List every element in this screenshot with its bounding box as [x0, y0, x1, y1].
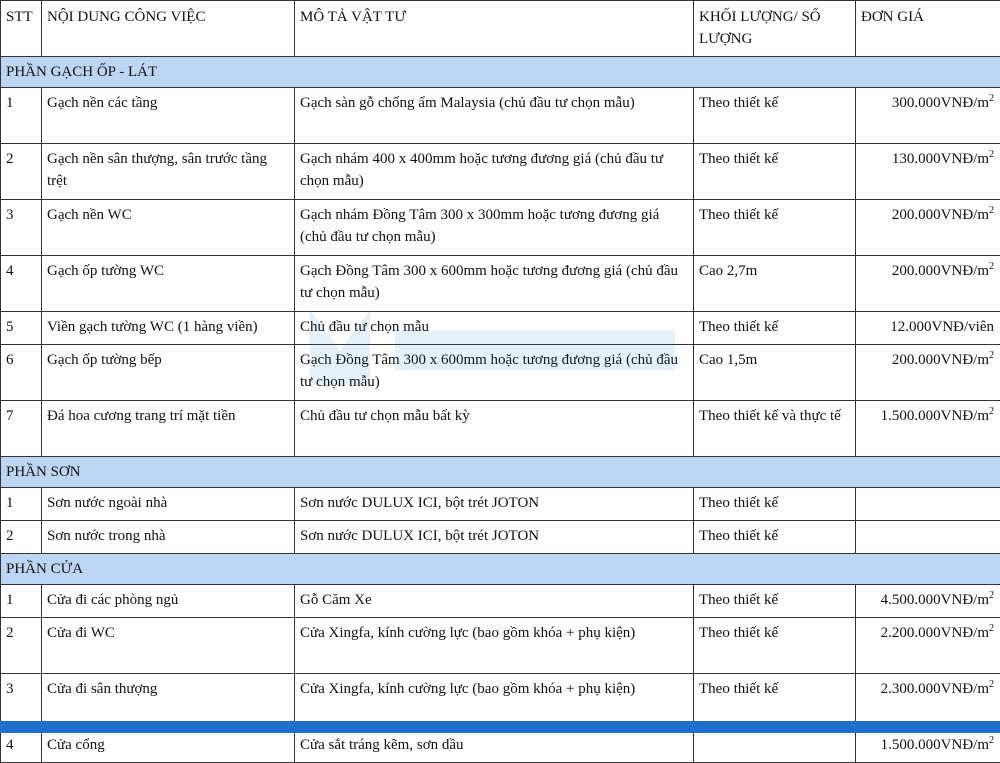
- cell-quantity: Theo thiết kế và thực tế: [694, 401, 856, 457]
- price-unit-exponent: 2: [989, 261, 994, 272]
- cell-task: Cửa cổng: [42, 730, 295, 763]
- cell-task: Viền gạch tường WC (1 hàng viền): [42, 312, 295, 345]
- table-row: [1, 256, 1000, 312]
- cell-price: [856, 200, 1000, 256]
- section-row: [1, 457, 1000, 488]
- price-value: 300.000VNĐ/m: [892, 95, 989, 111]
- table-row: [1, 730, 1000, 763]
- footer-bar: [0, 721, 1000, 733]
- cell-task: Gạch nền các tầng: [42, 88, 295, 144]
- section-row: [1, 57, 1000, 88]
- header-stt: STT: [1, 1, 42, 57]
- table-row: [1, 200, 1000, 256]
- cell-quantity: Theo thiết kế: [694, 144, 856, 200]
- cell-material: Cửa Xingfa, kính cường lực (bao gồm khóa + phụ kiện): [295, 618, 694, 674]
- cell-stt: 1: [1, 488, 42, 521]
- price-unit-exponent: 2: [989, 205, 994, 216]
- cell-quantity: [694, 730, 856, 763]
- cell-stt: 1: [1, 585, 42, 618]
- header-quantity: KHỐI LƯỢNG/ SỐ LƯỢNG: [694, 1, 856, 57]
- cell-material: Cửa Xingfa, kính cường lực (bao gồm khóa + phụ kiện): [295, 674, 694, 730]
- price-unit-exponent: 2: [989, 590, 994, 601]
- cell-material: Gạch nhám Đồng Tâm 300 x 300mm hoặc tương đương giá (chủ đầu tư chọn mẫu): [295, 200, 694, 256]
- table-row: [1, 88, 1000, 144]
- price-value: 2.200.000VNĐ/m: [881, 625, 989, 641]
- table-row: [1, 585, 1000, 618]
- cell-material: Sơn nước DULUX ICI, bột trét JOTON: [295, 488, 694, 521]
- header-task: NỘI DUNG CÔNG VIỆC: [42, 1, 295, 57]
- table-row: [1, 401, 1000, 457]
- cell-task: Sơn nước ngoài nhà: [42, 488, 295, 521]
- price-unit-exponent: 2: [989, 93, 994, 104]
- price-value: 200.000VNĐ/m: [892, 207, 989, 223]
- cell-price: [856, 521, 1000, 554]
- table-row: [1, 521, 1000, 554]
- price-unit-exponent: 2: [989, 406, 994, 417]
- cell-task: Gạch ốp tường WC: [42, 256, 295, 312]
- cell-stt: 4: [1, 730, 42, 763]
- section-title: PHẦN GẠCH ỐP - LÁT: [1, 57, 1000, 88]
- table-row: [1, 618, 1000, 674]
- cell-quantity: Cao 1,5m: [694, 345, 856, 401]
- cell-price: [856, 488, 1000, 521]
- cell-quantity: Cao 2,7m: [694, 256, 856, 312]
- cell-quantity: Theo thiết kế: [694, 488, 856, 521]
- cell-quantity: Theo thiết kế: [694, 618, 856, 674]
- cell-price: [856, 88, 1000, 144]
- price-value: 130.000VNĐ/m: [892, 151, 989, 167]
- table-body: [1, 57, 1000, 763]
- cell-price: [856, 144, 1000, 200]
- cell-stt: 2: [1, 618, 42, 674]
- cell-stt: 4: [1, 256, 42, 312]
- price-unit-exponent: 2: [989, 735, 994, 746]
- cell-price: [856, 401, 1000, 457]
- price-unit-exponent: 2: [989, 350, 994, 361]
- table-row: [1, 312, 1000, 345]
- cell-material: Gạch nhám 400 x 400mm hoặc tương đương giá (chủ đầu tư chọn mẫu): [295, 144, 694, 200]
- table-row: [1, 345, 1000, 401]
- cell-quantity: Theo thiết kế: [694, 312, 856, 345]
- section-title: PHẦN SƠN: [1, 457, 1000, 488]
- cell-price: [856, 345, 1000, 401]
- price-value: 12.000VNĐ/viên: [890, 319, 994, 335]
- price-unit-exponent: 2: [989, 149, 994, 160]
- cell-stt: 7: [1, 401, 42, 457]
- header-row: [1, 1, 1000, 57]
- cell-price: [856, 618, 1000, 674]
- cell-stt: 6: [1, 345, 42, 401]
- price-value: 1.500.000VNĐ/m: [881, 737, 989, 753]
- section-title: PHẦN CỬA: [1, 554, 1000, 585]
- cell-task: Cửa đi WC: [42, 618, 295, 674]
- cell-stt: 3: [1, 200, 42, 256]
- price-value: 200.000VNĐ/m: [892, 263, 989, 279]
- cell-task: Sơn nước trong nhà: [42, 521, 295, 554]
- cell-stt: 5: [1, 312, 42, 345]
- table-row: [1, 488, 1000, 521]
- cell-task: Gạch nền WC: [42, 200, 295, 256]
- cell-task: Đá hoa cương trang trí mặt tiền: [42, 401, 295, 457]
- cell-material: Gỗ Căm Xe: [295, 585, 694, 618]
- cell-stt: 2: [1, 144, 42, 200]
- cell-material: Sơn nước DULUX ICI, bột trét JOTON: [295, 521, 694, 554]
- table-row: [1, 144, 1000, 200]
- cell-task: Gạch ốp tường bếp: [42, 345, 295, 401]
- cell-material: Cửa sắt tráng kẽm, sơn dầu: [295, 730, 694, 763]
- section-row: [1, 554, 1000, 585]
- cell-material: Chủ đầu tư chọn mẫu: [295, 312, 694, 345]
- price-value: 4.500.000VNĐ/m: [881, 592, 989, 608]
- header-price: ĐƠN GIÁ: [856, 1, 1000, 57]
- price-value: 2.300.000VNĐ/m: [881, 681, 989, 697]
- cell-material: Gạch sàn gỗ chống ẩm Malaysia (chủ đầu tư chọn mẫu): [295, 88, 694, 144]
- cell-price: [856, 312, 1000, 345]
- cell-material: Gạch Đồng Tâm 300 x 600mm hoặc tương đương giá (chủ đầu tư chọn mẫu): [295, 256, 694, 312]
- header-material: MÔ TẢ VẬT TƯ: [295, 1, 694, 57]
- cell-quantity: Theo thiết kế: [694, 674, 856, 730]
- cell-price: [856, 256, 1000, 312]
- cell-quantity: Theo thiết kế: [694, 200, 856, 256]
- cell-quantity: Theo thiết kế: [694, 585, 856, 618]
- price-value: 200.000VNĐ/m: [892, 352, 989, 368]
- cell-stt: 1: [1, 88, 42, 144]
- cell-material: Chủ đầu tư chọn mẫu bất kỳ: [295, 401, 694, 457]
- cell-task: Cửa đi sân thượng: [42, 674, 295, 730]
- cell-task: Gạch nền sân thượng, sân trước tầng trệt: [42, 144, 295, 200]
- cell-quantity: Theo thiết kế: [694, 521, 856, 554]
- cell-quantity: Theo thiết kế: [694, 88, 856, 144]
- cell-stt: 2: [1, 521, 42, 554]
- cell-stt: 3: [1, 674, 42, 730]
- cell-price: [856, 585, 1000, 618]
- cell-price: [856, 730, 1000, 763]
- price-unit-exponent: 2: [989, 623, 994, 634]
- price-value: 1.500.000VNĐ/m: [881, 408, 989, 424]
- cell-material: Gạch Đồng Tâm 300 x 600mm hoặc tương đương giá (chủ đầu tư chọn mẫu): [295, 345, 694, 401]
- price-unit-exponent: 2: [989, 679, 994, 690]
- cell-task: Cửa đi các phòng ngủ: [42, 585, 295, 618]
